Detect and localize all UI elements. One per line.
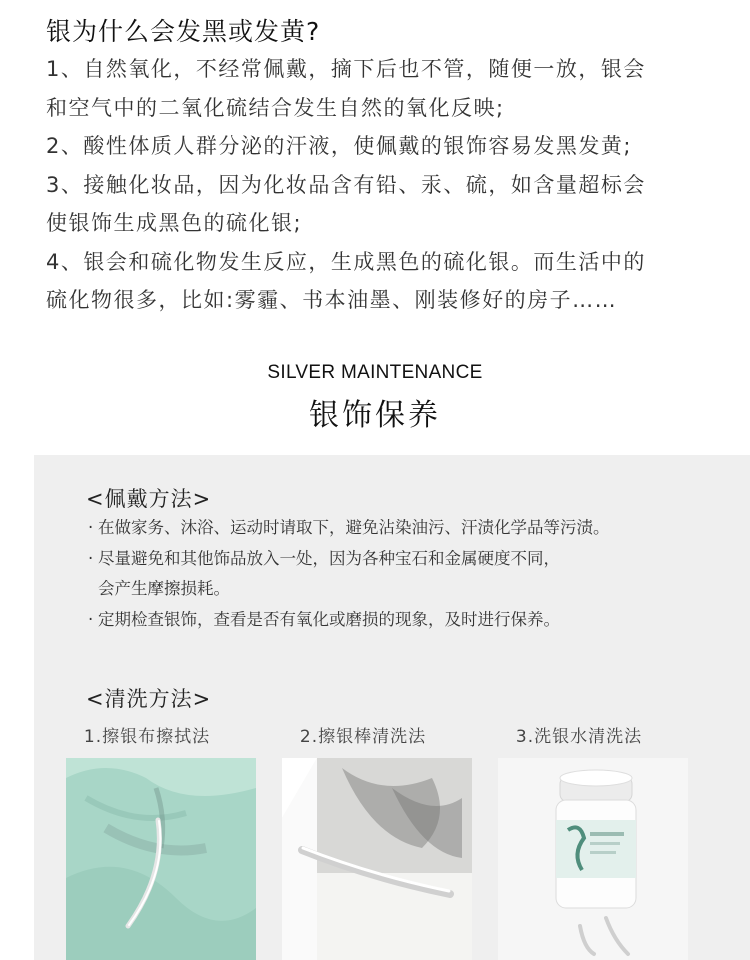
faq-line: 硫化物很多，比如:雾霾、书本油墨、刚装修好的房子……: [46, 288, 618, 312]
faq-title: 银为什么会发黑或发黄?: [46, 17, 321, 46]
bullet-dot: ·: [88, 609, 94, 629]
cleaning-title: <清洗方法>: [86, 687, 212, 711]
maintenance-title-cn: 银饰保养: [309, 398, 441, 433]
faq-line: 4、银会和硫化物发生反应，生成黑色的硫化银。而生活中的: [46, 249, 646, 274]
bullet-dot: ·: [88, 518, 94, 537]
wearing-list: [88, 513, 728, 635]
wearing-title: <佩戴方法>: [86, 487, 212, 511]
method-label: 2.擦银棒清洗法: [299, 727, 427, 747]
method-label: 3.洗银水清洗法: [515, 727, 643, 747]
method-label: 1.擦银布擦拭法: [83, 727, 211, 747]
faq-line: 使银饰生成黑色的硫化银;: [46, 211, 303, 235]
maintenance-panel: [34, 455, 750, 960]
faq-answer: [46, 50, 716, 320]
polishing-stick-photo: [282, 758, 472, 960]
faq-line: 3、接触化妆品，因为化妆品含有铅、汞、硫，如含量超标会: [46, 172, 646, 197]
list-item: · 定期检查银饰，查看是否有氧化或磨损的现象，及时进行保养。: [88, 605, 728, 636]
silver-cloth-photo: [66, 758, 256, 960]
list-item-continued: 会产生摩擦损耗。: [98, 579, 230, 598]
maintenance-title-en: SILVER MAINTENANCE: [267, 362, 483, 383]
list-item: · 在做家务、沐浴、运动时请取下，避免沾染油污、汗渍化学品等污渍。: [88, 513, 728, 544]
faq-line: 1、自然氧化，不经常佩戴，摘下后也不管，随便一放，银会: [46, 57, 646, 81]
bullet-dot: ·: [88, 548, 94, 568]
cleaning-liquid-photo: [498, 758, 688, 960]
faq-section: [0, 0, 750, 455]
list-item: · 尽量避免和其他饰品放入一处，因为各种宝石和金属硬度不同，: [88, 544, 728, 575]
faq-line: 2、酸性体质人群分泌的汗液，使佩戴的银饰容易发黑发黄;: [46, 134, 632, 158]
faq-line: 和空气中的二氧化硫结合发生自然的氧化反映;: [46, 95, 505, 120]
